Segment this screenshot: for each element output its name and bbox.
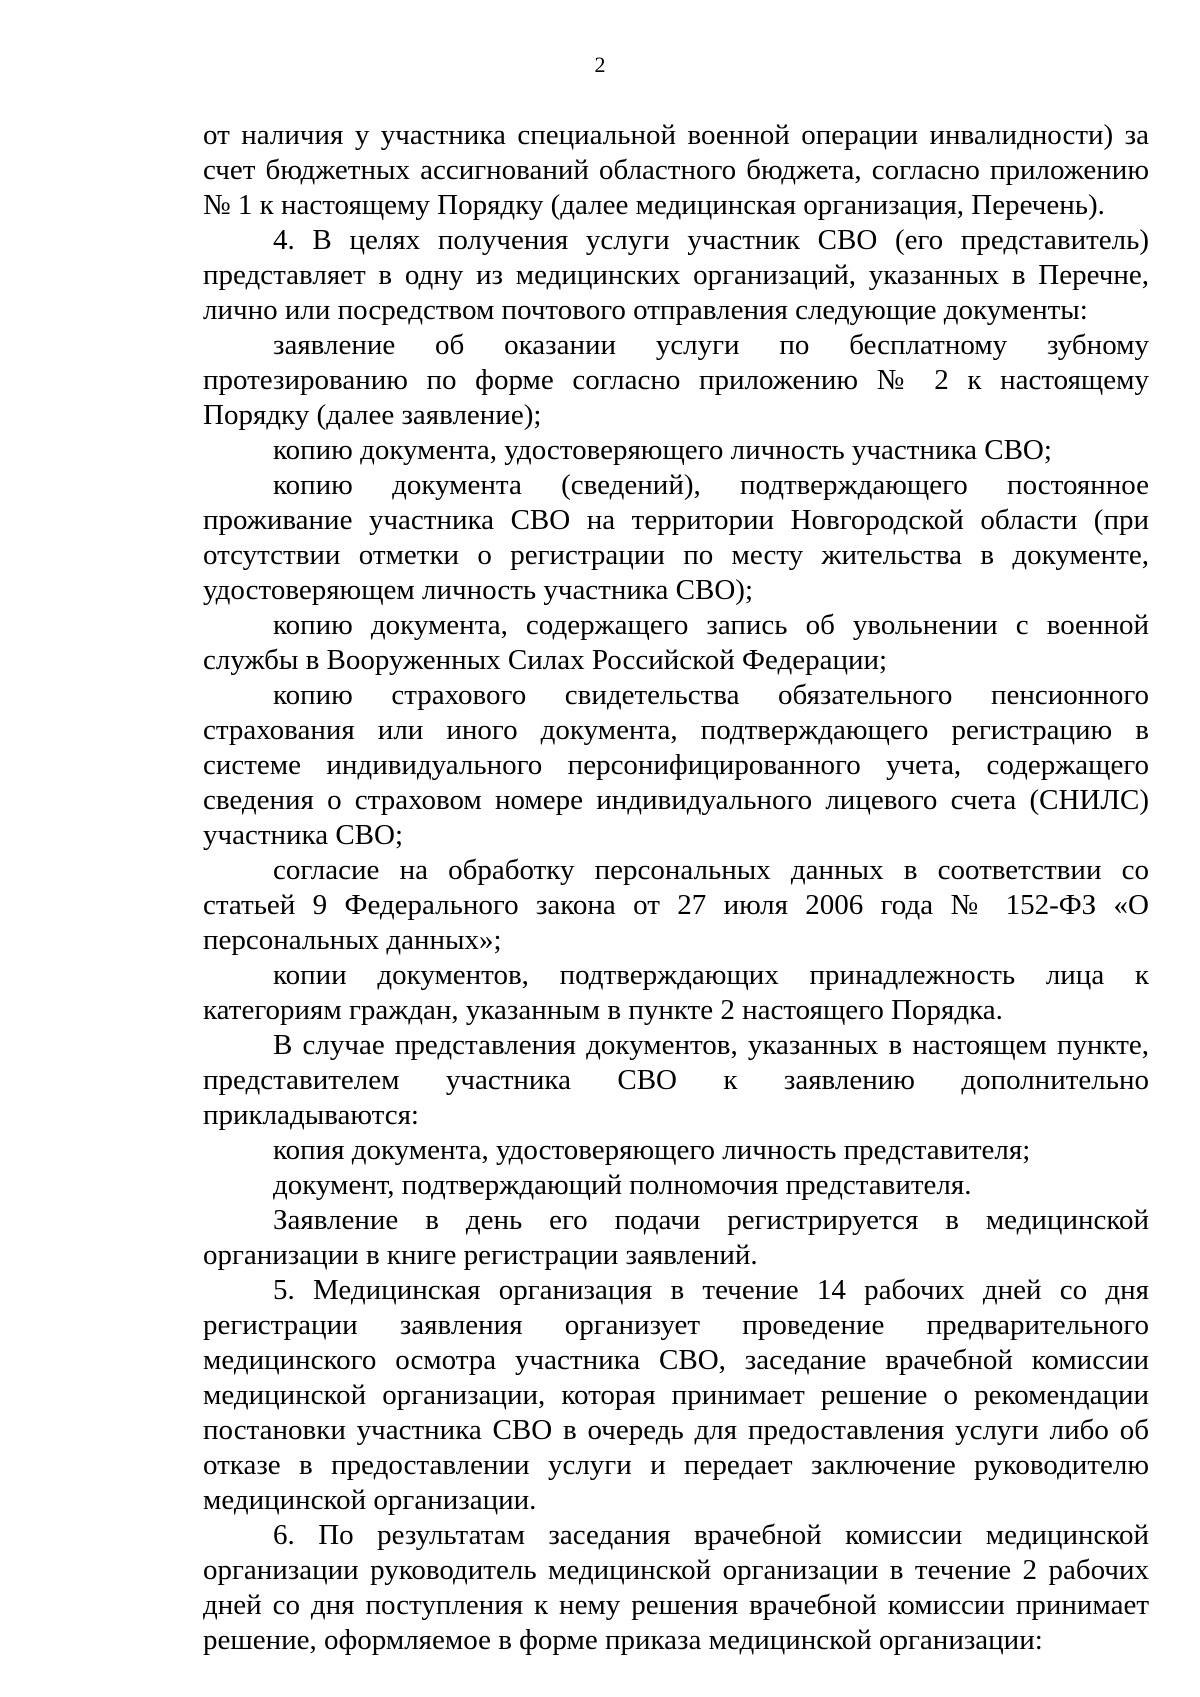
- document-list-item-category: копии документов, подтверждающих принадлежность лица к категориям граждан, указанным в пункте 2 настоящего Порядка.: [203, 959, 1149, 1026]
- document-list-item-consent: согласие на обработку персональных данных в соответствии со статьей 9 Федерального закона от 27 июля 2006 года № 152-ФЗ «О персональных данных»;: [203, 854, 1149, 956]
- document-list-item-representative-authority: документ, подтверждающий полномочия представителя.: [273, 1169, 972, 1201]
- paragraph-item-5: 5. Медицинская организация в течение 14 рабочих дней со дня регистрации заявления организует проведение предварительного медицинского осмотра участника СВО, заседание врачебной комиссии медицинской организации, которая принимает решение о рекомендации постановки участника СВО в очередь для предоставления услуги либо об отказе в предоставлении услуги и передает заключение руководителю медицинской организации.: [203, 1274, 1149, 1516]
- paragraph-continuation: от наличия у участника специальной военной операции инвалидности) за счет бюджетных ассигнований областного бюджета, согласно приложению № 1 к настоящему Порядку (далее медицинская организация, Перечень).: [203, 119, 1149, 221]
- paragraph-registration: Заявление в день его подачи регистрируется в медицинской организации в книге регистрации заявлений.: [203, 1204, 1149, 1271]
- page-number: 2: [594, 52, 606, 77]
- document-list-item-residence: копию документа (сведений), подтверждающего постоянное проживание участника СВО на территории Новгородской области (при отсутствии отметки о регистрации по месту жительства в документе, удостоверяющем личность участника СВО);: [203, 469, 1149, 606]
- document-body: [203, 118, 1149, 1658]
- document-list-item-representative-identity: копия документа, удостоверяющего личность представителя;: [273, 1134, 1031, 1166]
- document-list-item-snils: копию страхового свидетельства обязательного пенсионного страхования или иного документа, подтверждающего регистрацию в системе индивидуального персонифицированного учета, содержащего сведения о страховом номере индивидуального лицевого счета (СНИЛС) участника СВО;: [203, 679, 1149, 851]
- document-list-item-application: заявление об оказании услуги по бесплатному зубному протезированию по форме согласно приложению № 2 к настоящему Порядку (далее заявление);: [203, 329, 1149, 431]
- document-list-item-discharge: копию документа, содержащего запись об увольнении с военной службы в Вооруженных Силах Российской Федерации;: [203, 609, 1149, 676]
- paragraph-representative: В случае представления документов, указанных в настоящем пункте, представителем участника СВО к заявлению дополнительно прикладываются:: [203, 1029, 1149, 1131]
- paragraph-item-6: 6. По результатам заседания врачебной комиссии медицинской организации руководитель медицинской организации в течение 2 рабочих дней со дня поступления к нему решения врачебной комиссии принимает решение, оформляемое в форме приказа медицинской организации:: [203, 1519, 1149, 1656]
- document-list-item-identity: копию документа, удостоверяющего личность участника СВО;: [273, 434, 1052, 466]
- paragraph-item-4: 4. В целях получения услуги участник СВО (его представитель) представляет в одну из медицинских организаций, указанных в Перечне, лично или посредством почтового отправления следующие документы:: [203, 224, 1149, 326]
